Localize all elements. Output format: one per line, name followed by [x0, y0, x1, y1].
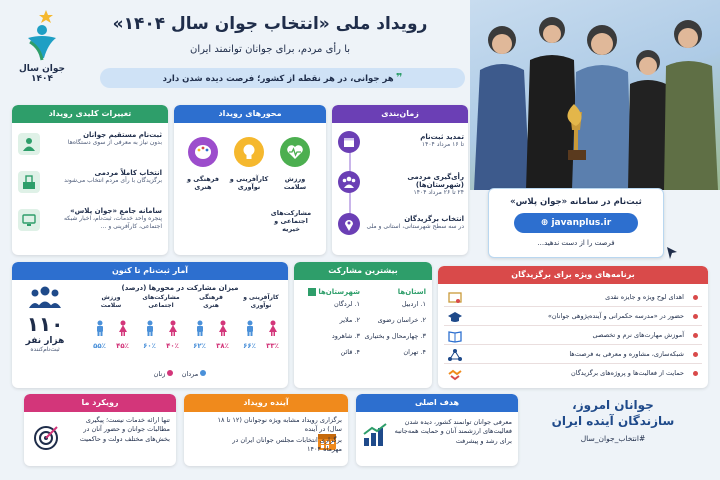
program-bullet [693, 371, 698, 376]
programs-list [444, 288, 702, 383]
timeline-item-1 [338, 131, 464, 163]
men-percent: ۶۰٪ [143, 342, 156, 350]
program-text: حمایت از فعالیت‌ها و پروژه‌های برگزیدگان [570, 369, 684, 377]
axis-label-culture: فرهنگی و هنری [186, 175, 220, 191]
quote-banner [100, 68, 465, 88]
man-icon [245, 320, 255, 336]
lightbulb-icon [234, 137, 264, 167]
quote-text: هر جوانی، در هر نقطه از کشور؛ فرصت دیده شدن دارد [162, 74, 394, 84]
timeline-card [332, 105, 468, 255]
timeline-item-3-title: انتخاب برگزیدگان [404, 215, 464, 223]
legend-women-swatch [167, 370, 173, 376]
timeline-item-3 [338, 213, 464, 251]
change-item-3-title: سامانه جامع «جوان پلاس» [70, 207, 162, 215]
men-percent: ۵۵٪ [93, 342, 106, 350]
stat-group-label: کارآفرینی و نوآوری [243, 294, 279, 309]
monitor-icon [18, 209, 40, 231]
program-bullet [693, 333, 698, 338]
big-stat-unit: هزار نفر [25, 336, 65, 346]
axis-label-social: مشارکت‌های اجتماعی و خیریه [270, 209, 312, 233]
program-item [444, 288, 702, 307]
participation-card [294, 262, 432, 388]
legend-men-swatch [200, 370, 206, 376]
province-2: ۲. خراسان رضوی [377, 316, 426, 324]
gender-percent [238, 342, 284, 350]
timeline-item-2-desc: ۲۴ تا ۲۶ مرداد ۱۴۰۴ [413, 189, 464, 196]
goal-title: هدف اصلی [356, 394, 518, 412]
header-logo [14, 8, 70, 98]
graduation-icon [448, 310, 462, 324]
woman-icon [218, 320, 228, 336]
certificate-icon [448, 291, 462, 305]
city-2: ۲. ملایر [339, 316, 360, 324]
page-title: رویداد ملی «انتخاب جوان سال ۱۴۰۴» [112, 14, 428, 34]
stat-group [88, 294, 134, 366]
logo-line1: جوان سال [18, 64, 66, 74]
gender-percent [88, 342, 134, 350]
heartbeat-icon [280, 137, 310, 167]
provinces-col [364, 288, 426, 356]
group-icon [338, 171, 360, 193]
legend-men: مردان [181, 370, 199, 378]
gender-percent [138, 342, 184, 350]
book-icon [448, 329, 462, 343]
women-percent: ۳۸٪ [216, 342, 229, 350]
man-icon [195, 320, 205, 336]
growth-chart-icon [362, 422, 388, 448]
stats-card [12, 262, 288, 388]
hashtag[interactable]: #انتخاب_جوان_سال [580, 434, 646, 443]
signup-url[interactable]: javanplus.ir [551, 218, 612, 228]
programs-title: برنامه‌های ویژه برای برگزیدگان [438, 266, 708, 284]
men-percent: ۶۲٪ [193, 342, 206, 350]
men-percent: ۶۶٪ [243, 342, 256, 350]
handshake-icon [448, 367, 462, 381]
stats-legend [82, 370, 278, 378]
change-item-1-desc: بدون نیاز به معرفی از سوی دستگاه‌ها [67, 139, 162, 146]
woman-icon [268, 320, 278, 336]
gender-icons [188, 320, 234, 336]
goal-text: معرفی جوانان توانمند کشور، دیده شدن فعالیت‌های ارزشمند آنان و حمایت همه‌جانبه برای رشد و پیشرفت [394, 418, 512, 445]
participation-title: بیشترین مشارکت [294, 262, 432, 280]
quote-mark-icon: ❞ [395, 71, 403, 84]
stats-title: آمار ثبت‌نام تا کنون [12, 262, 288, 280]
timeline-title: زمان‌بندی [332, 105, 468, 123]
programs-card [438, 266, 708, 388]
logo-line2: ۱۴۰۴ [31, 74, 53, 84]
program-text: اهدای لوح ویژه و جایزه نقدی [605, 293, 684, 301]
legend-women: زنان [153, 370, 166, 378]
change-item-2-title: انتخاب کاملاً مردمی [94, 169, 162, 177]
person-icon [18, 133, 40, 155]
cities-label: شهرستان‌ها [318, 288, 360, 296]
cursor-icon [666, 246, 678, 260]
future-title: آینده رویداد [184, 394, 348, 412]
city-4: ۴. قائن [340, 348, 360, 356]
program-item [444, 364, 702, 383]
stat-group [188, 294, 234, 366]
big-stat [16, 286, 74, 382]
change-item-2-desc: برگزیدگان با رأی مردم انتخاب می‌شوند [64, 177, 162, 184]
axes-title: محورهای رویداد [174, 105, 326, 123]
signup-note: فرصت را از دست ندهید... [537, 239, 615, 247]
network-icon [448, 348, 462, 362]
signup-card [488, 188, 664, 258]
axis-label-sport: ورزش سلامت [283, 175, 307, 191]
timeline-item-2 [338, 171, 464, 207]
woman-icon [168, 320, 178, 336]
cities-col [300, 288, 360, 356]
slogan-line2: سازندگان آینده ایران [551, 414, 675, 428]
province-3: ۳. چهارمحال و بختیاری [364, 332, 426, 340]
program-item [444, 307, 702, 326]
women-percent: ۴۰٪ [166, 342, 179, 350]
location-icon [338, 213, 360, 235]
approach-title: رویکرد ما [24, 394, 176, 412]
vote-icon [18, 171, 40, 193]
approach-text: تنها ارائه خدمات نیست؛ پیگیری مطالبات جوانان و حضور آنان در بخش‌های مختلف دولت و حاکمیت [79, 416, 170, 443]
timeline-item-3-desc: در سه سطح شهرستانی، استانی و ملی [366, 223, 464, 230]
change-item-1 [18, 129, 162, 165]
women-percent: ۴۵٪ [116, 342, 129, 350]
program-text: آموزش مهارت‌های نرم و تخصصی [592, 331, 684, 339]
big-stat-label: ثبت‌نام‌کننده [30, 346, 60, 353]
slogan-line1: جوانان امروز، [572, 398, 654, 412]
changes-card [12, 105, 168, 255]
approach-card [24, 394, 176, 466]
provinces-label: استان‌ها [397, 288, 426, 296]
future-text-2: برگزاری انتخابات مجلس جوانان ایران در مهرماه ۱۴۰۴ [232, 436, 342, 454]
palette-icon [188, 137, 218, 167]
stat-group [138, 294, 184, 366]
logo-icon [22, 8, 62, 64]
gender-icons [88, 320, 134, 336]
province-1: ۱. اردبیل [401, 300, 426, 308]
future-text [214, 416, 342, 454]
women-percent: ۳۳٪ [266, 342, 279, 350]
stat-group-label: ورزش سلامت [100, 294, 122, 309]
people-group-icon [27, 286, 63, 308]
globe-icon: ⊕ [540, 218, 552, 228]
gender-percent [188, 342, 234, 350]
future-text-1: برگزاری رویداد مشابه ویژه نوجوانان (۱۲ تا ۱۸ سال) در آینده [217, 416, 342, 434]
stats-groups [78, 294, 284, 366]
gender-icons [138, 320, 184, 336]
change-item-2 [18, 167, 162, 203]
man-icon [95, 320, 105, 336]
change-item-1-title: ثبت‌نام مستقیم جوانان [83, 131, 162, 139]
change-item-3 [18, 205, 162, 251]
timeline-item-1-title: تمدید ثبت‌نام [420, 133, 464, 141]
city-1: ۱. لردگان [334, 300, 360, 308]
big-stat-number: ۱۱۰ [26, 312, 64, 336]
signup-url-box[interactable] [514, 213, 638, 233]
city-3: ۳. شاهرود [331, 332, 360, 340]
calendar-icon [338, 131, 360, 153]
program-bullet [693, 314, 698, 319]
program-text: حضور در «مدرسه حکمرانی و آینده‌پژوهی جوانان» [547, 312, 684, 320]
stat-group [238, 294, 284, 366]
stat-group-label: مشارکت‌های اجتماعی [142, 294, 180, 309]
province-4: ۴. تهران [403, 348, 426, 356]
program-item [444, 326, 702, 345]
program-bullet [693, 295, 698, 300]
axis-label-entrepreneur: کارآفرینی و نوآوری [229, 175, 269, 191]
page-subtitle: با رأی مردم، برای جوانان توانمند ایران [189, 44, 351, 55]
program-item [444, 345, 702, 364]
goal-card [356, 394, 518, 466]
target-icon [32, 424, 60, 452]
program-bullet [693, 352, 698, 357]
footer-slogan [528, 398, 698, 443]
stats-chart-title: میزان مشارکت در محورها (درصد) [121, 284, 239, 292]
man-icon [145, 320, 155, 336]
program-text: شبکه‌سازی، مشاوره و معرفی به فرصت‌ها [569, 350, 684, 358]
signup-title: ثبت‌نام در سامانه «جوان پلاس» [510, 197, 642, 207]
woman-icon [118, 320, 128, 336]
axes-card [174, 105, 326, 255]
change-item-3-desc: پنجره واحد خدمات، ثبت‌نام، اخبار شبکه اجتماعی، کارآفرینی و ... [63, 215, 162, 231]
timeline-item-2-title: رأی‌گیری مردمی (شهرستان‌ها) [407, 173, 464, 189]
future-card [184, 394, 348, 466]
timeline-item-1-desc: تا ۱۶ مرداد ۱۴۰۴ [421, 141, 464, 148]
stat-group-label: فرهنگی هنری [199, 294, 223, 309]
cities-label-wrap [300, 288, 360, 296]
hero-photo [470, 0, 720, 190]
changes-title: تغییرات کلیدی رویداد [12, 105, 168, 123]
building-icon [308, 288, 316, 296]
gender-icons [238, 320, 284, 336]
